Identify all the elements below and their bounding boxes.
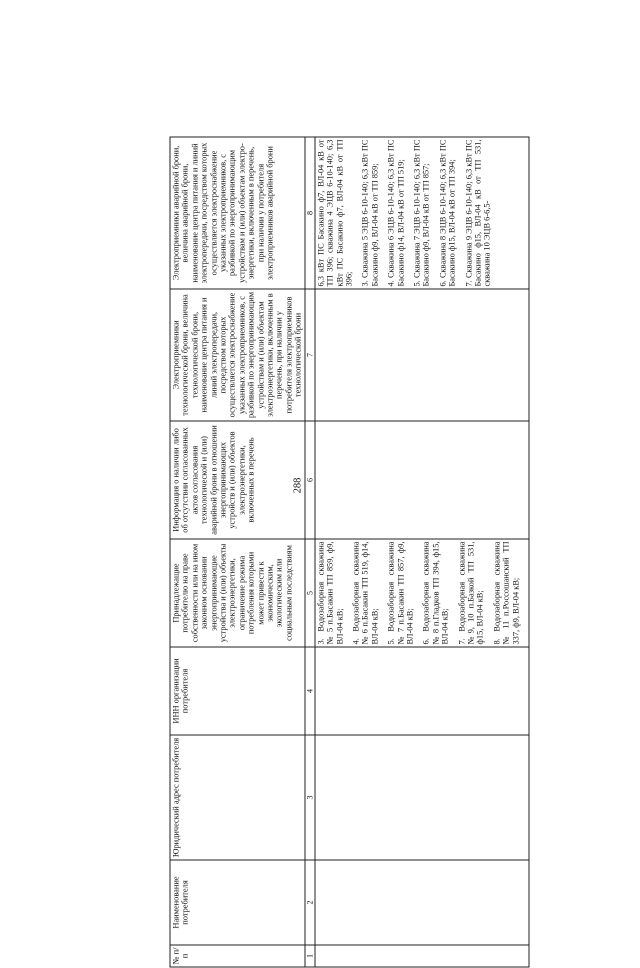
page-number: 288 [292, 477, 304, 494]
rotated-table-wrapper [170, 138, 521, 968]
cell-acts [315, 421, 529, 539]
column-number: 1 [305, 945, 315, 967]
list-item: 4. Скважина 6 ЭЦВ 6-10-140; 6,3 кВт ПС Басакино ф14, ВЛ-04 кВ от ТП 519; [386, 139, 406, 287]
cell-address [315, 735, 529, 860]
header-col-5: Принадлежащие потребителю на праве собственности или на ином законном основании энергопринимающие устройства и (или) объекты электроэнергетики, ограничение режима потребления которыми может привести к экономическим, экологическим или социальным последствиям [170, 539, 305, 647]
table-row [315, 137, 529, 967]
cell-tech-reserve [315, 289, 529, 421]
cell-num [315, 945, 529, 967]
header-col-7: Электроприемники технологической брони, величина технологической брони, наименование центра питания и линий электропередачи, посредством которых осуществляется электроснабжение указанных электроприемников, с разбивкой по энергопринимающим устройствам и (или) объектам электроэнергетики, включенным в перечень, при наличии у потребителя электроприемников технологической брони [170, 289, 305, 421]
list-item: 8. Водозаборная скважина № 11 п.Россошанский ТП 337, ф9, ВЛ-04 кВ; [492, 541, 521, 645]
column-number: 6 [305, 421, 315, 539]
header-col-2: Наименование потребителя [170, 860, 305, 945]
list-item: 3. Скважина 5 ЭЦВ 6-10-140; 6,3 кВт ПС Басакино ф9, ВЛ-04 кВ от ТП 859; [360, 139, 380, 287]
header-col-1: № п/п [170, 945, 305, 967]
list-item: 6,3 кВт ПС Басакино ф7, ВЛ-04 кВ от ТП 396; скважина 4 ЭЦВ 6-10-140; 6,3 кВт ПС Басакино ф7, ВЛ-04 кВ от ТП 396; [316, 139, 354, 287]
cell-inn [315, 647, 529, 735]
cell-name [315, 860, 529, 945]
cell-devices [315, 539, 529, 647]
column-number: 2 [305, 860, 315, 945]
cell-emergency-reserve [315, 137, 529, 289]
column-number: 7 [305, 289, 315, 421]
header-row [170, 137, 305, 967]
list-item: 7. Водозаборная скважина №9, 10 п.Базкой ТП 531, ф15, ВЛ-04 кВ; [457, 541, 485, 645]
column-number: 5 [305, 539, 315, 647]
consumer-table [170, 137, 530, 968]
list-item: 5. Скважина 7 ЭЦВ 6-10-140; 6,3 кВт ПС Басакино ф9, ВЛ-04 кВ от ТП 857; [412, 139, 431, 287]
header-col-6: Информация о наличии либо об отсутствии согласованных актов согласования технологической и (или) аварийной брони в отношении энергопринимающих устройств и (или) объектов электроэнергетики, включенных в перечень [170, 421, 305, 539]
list-item: 7. Скважина 9 ЭЦВ 6-10-140; 6,3 кВт ПС Басакино ф15, ВЛ-04 кВ от ТП 531, скважина 10 ЭЦВ 6-6,5- [464, 139, 492, 287]
list-item: 5. Водозаборная скважина № 7 п.Басакин ТП 857, ф9, ВЛ-04 кВ; [386, 541, 415, 645]
column-number-row [305, 137, 315, 967]
header-col-4: ИНН организации потребителя [170, 647, 305, 735]
list-item: 6. Скважина 8 ЭЦВ 6-10-140; 6,3 кВт ПС Басакино ф15, ВЛ-04 кВ от ТП 394; [438, 139, 457, 287]
list-item: 3. Водозаборная скважина № 5 п.Басакин ТП 859, ф9, ВЛ-04 кВ; [316, 541, 344, 645]
list-item: 4. Водозаборная скважина № 6 п.Басакин ТП 519, ф14, ВЛ-04 кВ; [351, 541, 380, 645]
column-number: 3 [305, 735, 315, 860]
column-number: 8 [305, 137, 315, 289]
list-item: 6. Водозаборная скважина № 8 п.Гладков ТП 394, ф15, ВЛ-04 кВ; [421, 541, 450, 645]
header-col-3: Юридический адрес потребителя [170, 735, 305, 860]
header-col-8: Электроприемники аварийной брони, величина аварийной брони, наименование центра питания и линий электропередачи, посредством которых осуществляется электроснабжение указанных электроприемников, с разбивкой по энергопринимающим устройствам и (или) объектам электроэнергетики, включенным в перечень, при наличии у потребителя электроприемников аварийной брони [170, 137, 305, 289]
column-number: 4 [305, 647, 315, 735]
